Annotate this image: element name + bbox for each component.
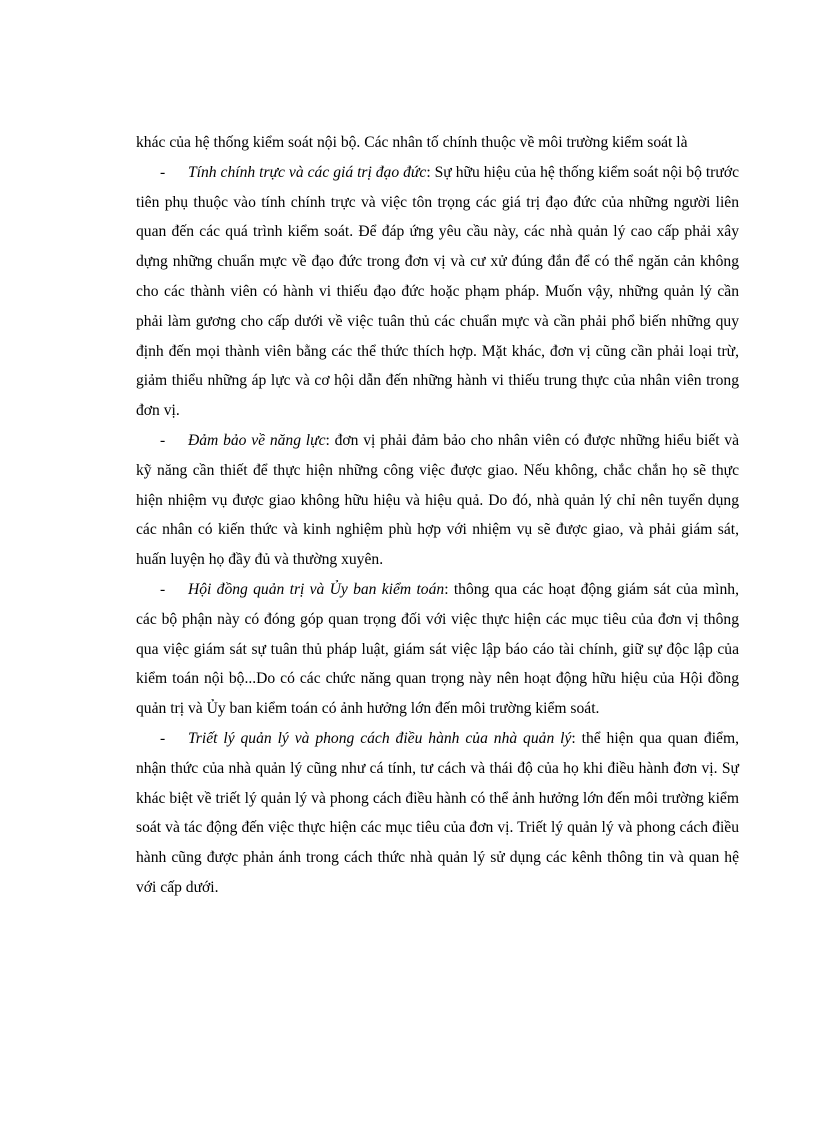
intro-paragraph: khác của hệ thống kiểm soát nội bộ. Các nhân tố chính thuộc về môi trường kiểm soát là [136, 134, 688, 151]
dash-bullet: - [160, 431, 166, 449]
body-text [136, 128, 739, 903]
body-integrity: : Sự hữu hiệu của hệ thống kiểm soát nội bộ trước tiên phụ thuộc vào tính chính trực và việc tôn trọng các giá trị đạo đức của những người liên quan đến các quá trình kiểm soát. Để đáp ứng yêu cầu này, các nhà quản lý cao cấp phải xây dựng những chuẩn mực về đạo đức trong đơn vị và cư xử đúng đắn để có thể ngăn cản không cho các thành viên có hành vi thiếu đạo đức hoặc phạm pháp. Muốn vậy, những quản lý cần phải làm gương cho cấp dưới về việc tuân thủ các chuẩn mực và cần phải phổ biến những quy định đến mọi thành viên bằng các thể thức thích hợp. Mặt khác, đơn vị cũng cần phải loại trừ, giảm thiểu những áp lực và cơ hội dẫn đến những hành vi thiếu trung thực của nhân viên trong đơn vị. [136, 163, 739, 420]
term-competence: Đảm bảo về năng lực [188, 431, 326, 449]
list-item-competence [136, 426, 739, 575]
dash-bullet: - [160, 163, 166, 181]
dash-bullet: - [160, 580, 166, 598]
list-item-integrity [136, 158, 739, 426]
term-integrity: Tính chính trực và các giá trị đạo đức [188, 163, 427, 181]
list-item-board [136, 575, 739, 724]
term-board: Hội đồng quản trị và Ủy ban kiểm toán [188, 580, 445, 598]
list-item-philosophy [136, 724, 739, 903]
term-philosophy: Triết lý quản lý và phong cách điều hành của nhà quản lý [188, 729, 572, 747]
body-competence: : đơn vị phải đảm bảo cho nhân viên có được những hiểu biết và kỹ năng cần thiết để thực hiện những công việc được giao. Nếu không, chắc chắn họ sẽ thực hiện nhiệm vụ được giao không hữu hiệu và hiệu quả. Do đó, nhà quản lý chỉ nên tuyển dụng các nhân có kiến thức và kinh nghiệm phù hợp với nhiệm vụ sẽ được giao, và phải giám sát, huấn luyện họ đầy đủ và thường xuyên. [136, 431, 739, 569]
body-board: : thông qua các hoạt động giám sát của mình, các bộ phận này có đóng góp quan trọng đối với việc thực hiện các mục tiêu của đơn vị thông qua việc giám sát sự tuân thủ pháp luật, giám sát việc lập báo cáo tài chính, giữ sự độc lập của kiểm toán nội bộ...Do có các chức năng quan trọng này nên hoạt động hữu hiệu của Hội đồng quản trị và Ủy ban kiểm toán có ảnh hưởng lớn đến môi trường kiểm soát. [136, 580, 739, 718]
body-philosophy: : thể hiện qua quan điểm, nhận thức của nhà quản lý cũng như cá tính, tư cách và thái độ của họ khi điều hành đơn vị. Sự khác biệt về triết lý quản lý và phong cách điều hành có thể ảnh hưởng lớn đến môi trường kiểm soát và tác động đến việc thực hiện các mục tiêu của đơn vị. Triết lý quản lý và phong cách điều hành cũng được phản ánh trong cách thức nhà quản lý sử dụng các kênh thông tin và quan hệ với cấp dưới. [136, 729, 739, 896]
dash-bullet: - [160, 729, 166, 747]
